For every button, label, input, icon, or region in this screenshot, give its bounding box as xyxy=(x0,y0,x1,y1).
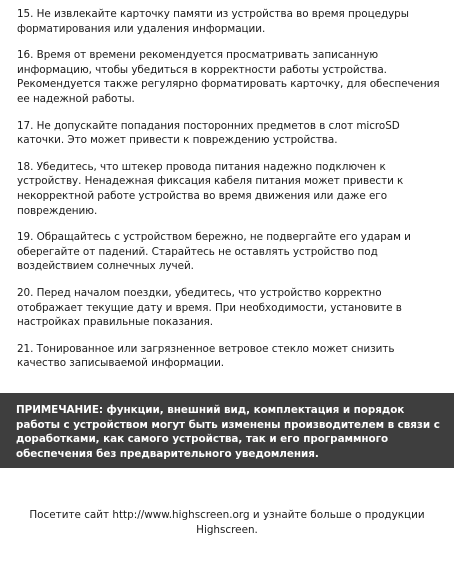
note-box xyxy=(0,393,454,468)
instruction-item-18: 18. Убедитесь, что штекер провода питания надежно подключен к устройству. Ненадежная фиксация кабеля питания может привести к некорректной работе устройства во время движения или даже его повреждению. xyxy=(17,160,404,217)
instruction-item-17: 17. Не допускайте попадания посторонних предметов в слот microSD каточки. Это может привести к повреждению устройства. xyxy=(17,119,400,147)
instruction-item-21: 21. Тонированное или загрязненное ветровое стекло может снизить качество записываемой информации. xyxy=(17,342,395,370)
footer-text: Посетите сайт http://www.highscreen.org и узнайте больше о продукции Highscreen. xyxy=(29,509,425,536)
instruction-item-15: 15. Не извлекайте карточку памяти из устройства во время процедуры форматирования или удаления информации. xyxy=(17,8,409,35)
instruction-item-19: 19. Обращайтесь с устройством бережно, не подвергайте его ударам и оберегайте от падений. Старайтесь не оставлять устройство под воздействием солнечных лучей. xyxy=(17,231,411,273)
instructions-list xyxy=(17,7,442,383)
instruction-item-16: 16. Время от времени рекомендуется просматривать записанную информацию, чтобы убедиться в корректности работы устройства. Рекомендуется также регулярно форматировать карточку, для обеспечения ее надежной работы. xyxy=(17,49,440,105)
note-text: ПРИМЕЧАНИЕ: функции, внешний вид, комплектация и порядок работы с устройством могут быть изменены производителем в связи с доработками, как самого устройства, так и его программного обеспечения без предварительного уведомления. xyxy=(16,404,440,460)
instruction-item-20: 20. Перед началом поездки, убедитесь, что устройство корректно отображает текущие дату и время. При необходимости, установите в настройках правильные показания. xyxy=(17,286,402,329)
